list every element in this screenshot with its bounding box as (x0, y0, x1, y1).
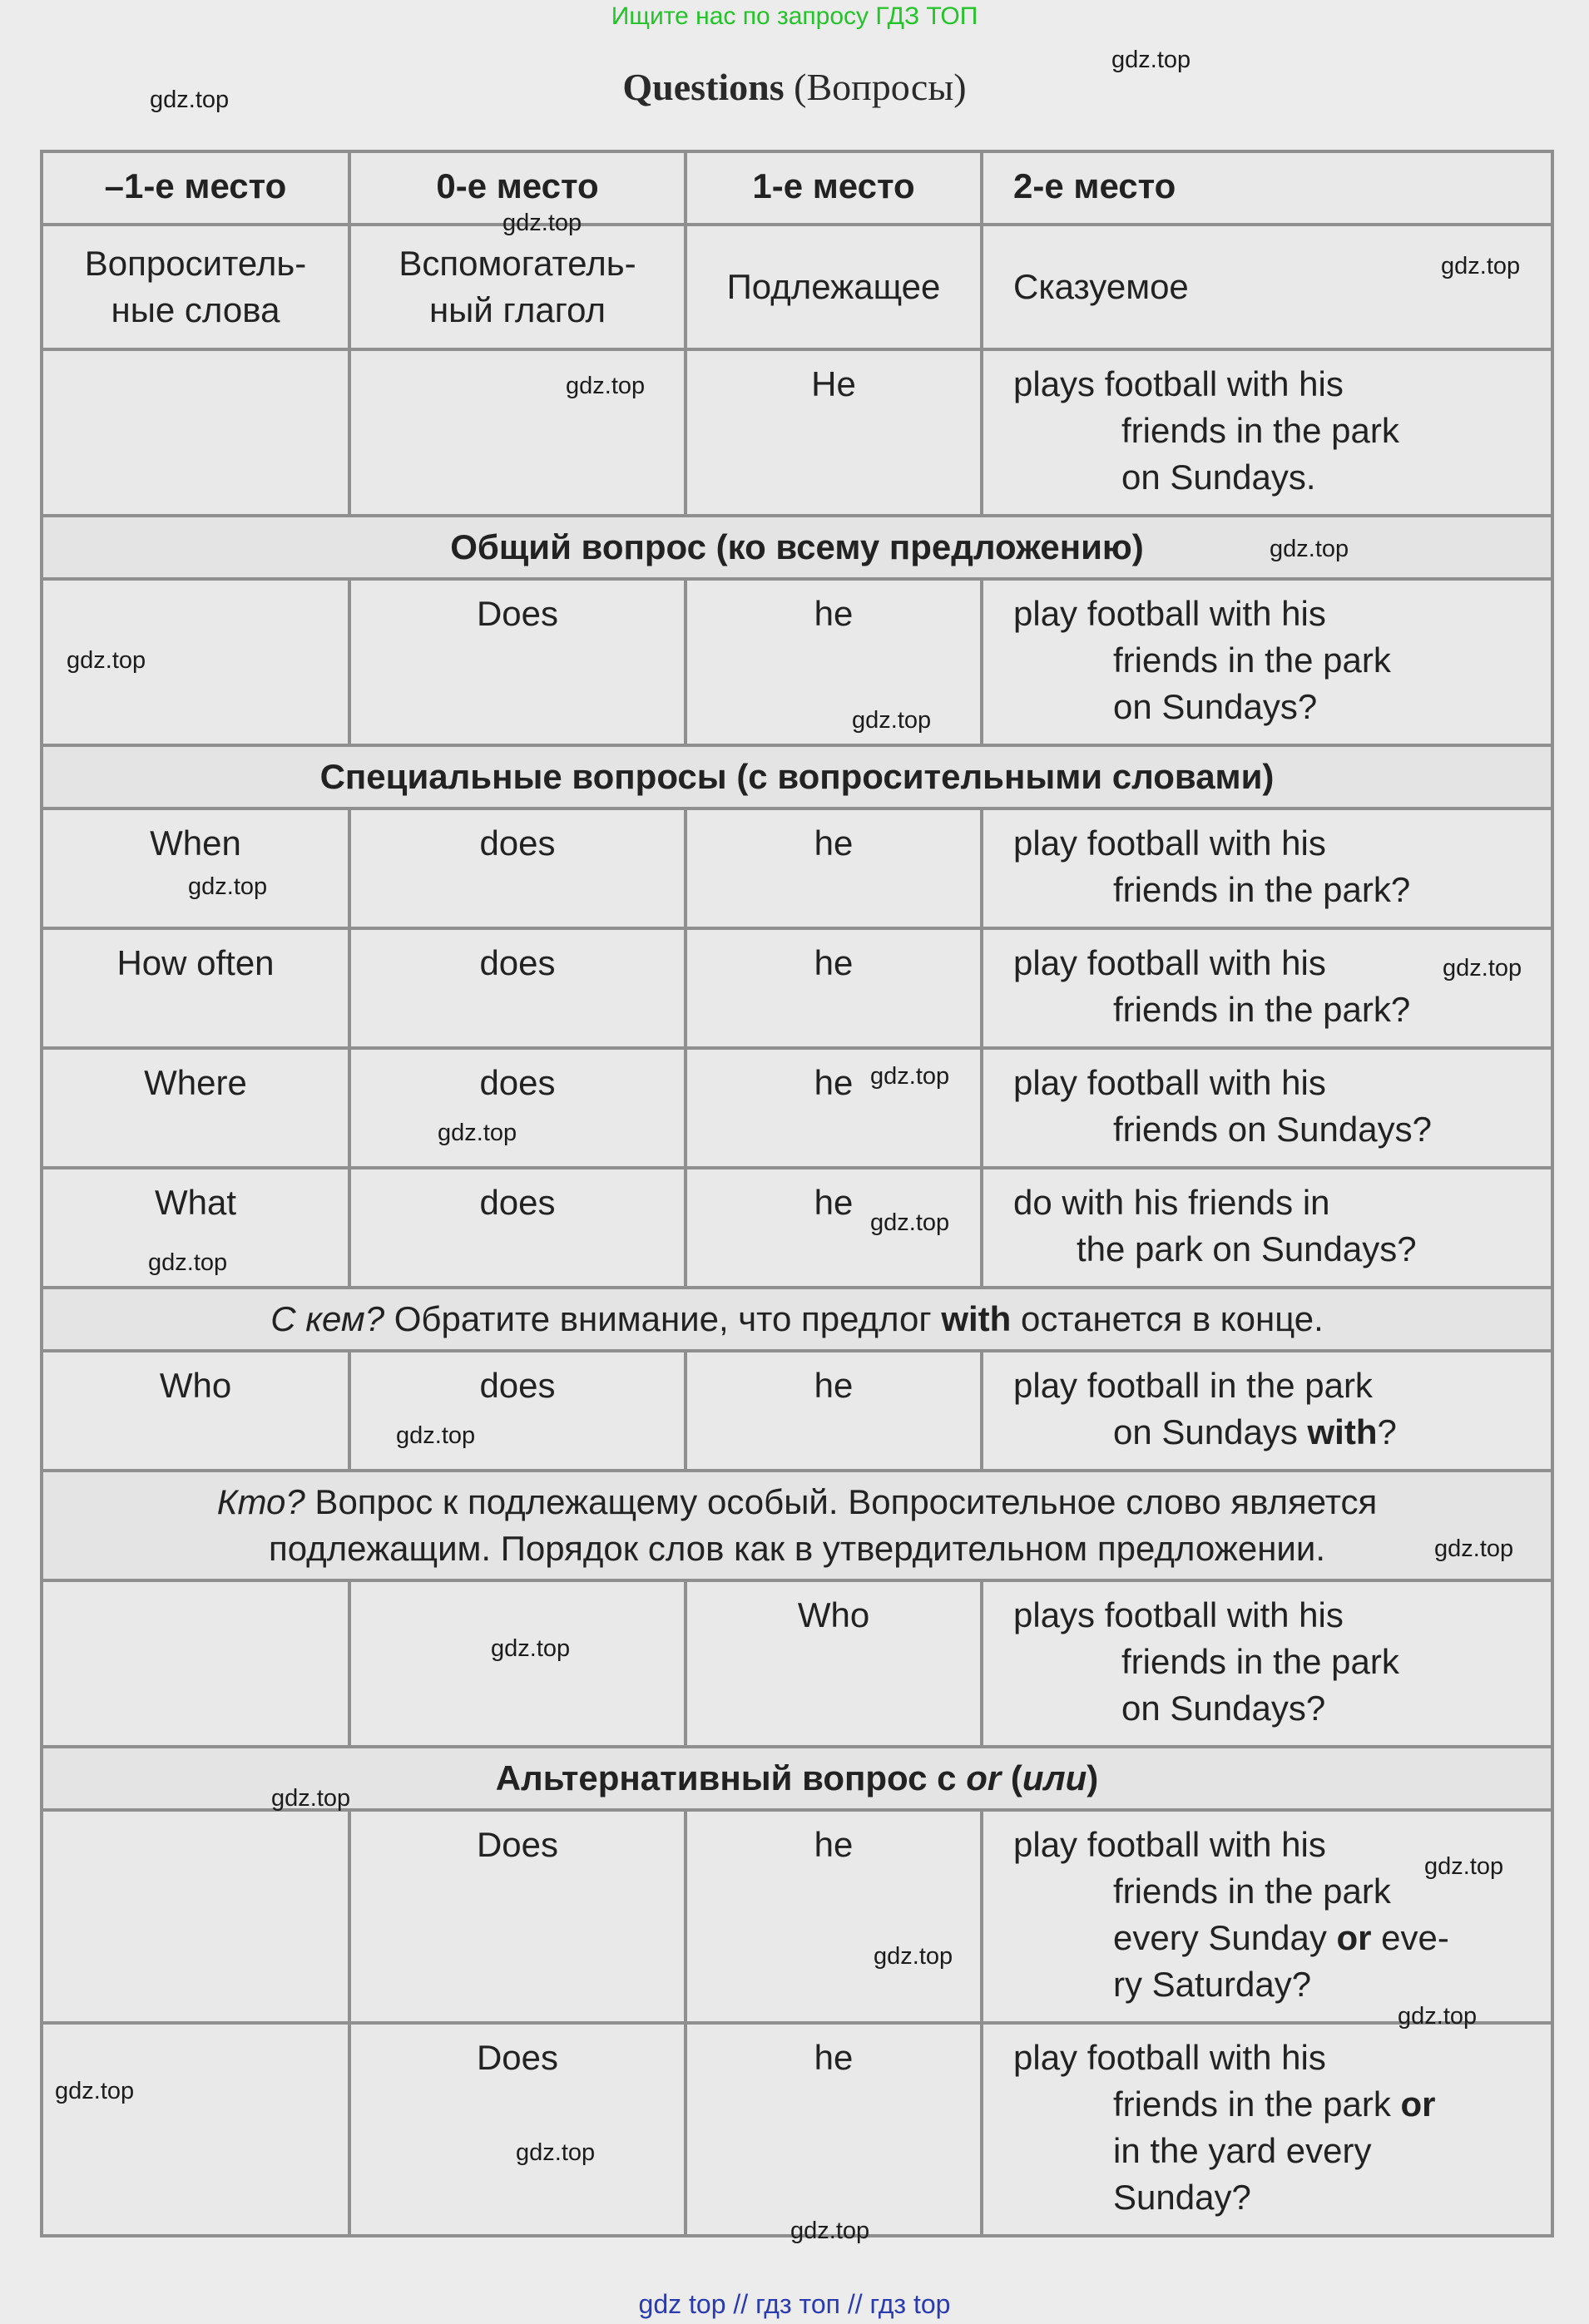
special-row (42, 928, 1552, 1048)
note-with: С кем? Обратите внимание, что предлог with останется в конце. (42, 1288, 1552, 1351)
cell-predicate: play football with his friends in the park? (982, 808, 1552, 928)
title-russian: (Вопросы) (794, 66, 967, 108)
watermark: gdz.top (1270, 536, 1349, 562)
watermark: gdz.top (67, 647, 146, 674)
page-title (0, 65, 1589, 109)
who-with-row (42, 1351, 1552, 1471)
cell-empty (349, 1580, 686, 1747)
cell-aux: does (349, 1168, 686, 1288)
role-question-words: Вопроситель- ные слова (42, 225, 349, 349)
watermark: gdz.top (1111, 47, 1191, 73)
note-subject: Кто? Вопрос к подлежащему особый. Вопросительное слово является подлежащим. Порядок слов как в утвердительном предложении. (42, 1471, 1552, 1580)
cell-predicate: play football with his friends on Sundays? (982, 1048, 1552, 1168)
cell-subject: Who (686, 1580, 982, 1747)
watermark: gdz.top (874, 1943, 953, 1970)
header-col4: 2-е место (982, 151, 1552, 225)
header-row (42, 151, 1552, 225)
header-col1: –1-е место (42, 151, 349, 225)
cell-subject: he (686, 1168, 982, 1288)
watermark: gdz.top (1443, 955, 1522, 982)
watermark: gdz.top (516, 2139, 596, 2166)
general-row (42, 579, 1552, 745)
title-english: Questions (622, 66, 785, 108)
cell-empty (42, 1580, 349, 1747)
cell-subject: He (686, 349, 982, 516)
watermark: gdz.top (790, 2218, 870, 2244)
cell-subject: he (686, 2023, 982, 2236)
cell-predicate: play football with his friends in the park or in the yard every Sunday? (982, 2023, 1552, 2236)
watermark: gdz.top (502, 210, 582, 236)
cell-wh: Where (42, 1048, 349, 1168)
cell-predicate: play football with his friends in the park? (982, 928, 1552, 1048)
alt-row (42, 1810, 1552, 2023)
watermark: gdz.top (271, 1785, 351, 1812)
watermark: gdz.top (148, 1249, 228, 1276)
role-auxiliary: Вспомогатель- ный глагол (349, 225, 686, 349)
watermark: gdz.top (55, 2078, 135, 2104)
cell-predicate: play football with his friends in the park every Sunday or eve- ry Saturday? (982, 1810, 1552, 2023)
statement-row (42, 349, 1552, 516)
cell-aux: Does (349, 2023, 686, 2236)
cell-aux: does (349, 808, 686, 928)
role-predicate: Сказуемое (982, 225, 1552, 349)
cell-aux: Does (349, 579, 686, 745)
cell-aux: does (349, 928, 686, 1048)
watermark: gdz.top (1441, 253, 1521, 279)
section-heading: Альтернативный вопрос с or (или) (42, 1747, 1552, 1810)
section-heading: Общий вопрос (ко всему предложению) (42, 516, 1552, 579)
watermark: gdz.top (491, 1635, 571, 1662)
alt-row (42, 2023, 1552, 2236)
questions-table (40, 150, 1554, 2237)
cell-subject: he (686, 808, 982, 928)
cell-empty (42, 2023, 349, 2236)
watermark: gdz.top (870, 1063, 950, 1090)
cell-empty (42, 349, 349, 516)
watermark: gdz.top (150, 87, 230, 113)
cell-wh: What (42, 1168, 349, 1288)
watermark: gdz.top (188, 873, 268, 900)
watermark: gdz.top (870, 1209, 950, 1236)
cell-subject: he (686, 1048, 982, 1168)
cell-aux: does (349, 1351, 686, 1471)
roles-row (42, 225, 1552, 349)
top-banner: Ищите нас по запросу ГДЗ ТОП (611, 2, 978, 30)
who-subject-row (42, 1580, 1552, 1747)
cell-predicate: plays football with his friends in the park on Sundays. (982, 349, 1552, 516)
cell-wh: When (42, 808, 349, 928)
cell-wh: Who (42, 1351, 349, 1471)
cell-wh: How often (42, 928, 349, 1048)
cell-subject: he (686, 1810, 982, 2023)
watermark: gdz.top (1424, 1853, 1504, 1880)
cell-predicate: play football with his friends in the park on Sundays? (982, 579, 1552, 745)
cell-aux: Does (349, 1810, 686, 2023)
special-row (42, 1048, 1552, 1168)
role-subject: Подлежащее (686, 225, 982, 349)
cell-subject: he (686, 928, 982, 1048)
with-note-row (42, 1288, 1552, 1351)
cell-predicate: play football in the park on Sundays with? (982, 1351, 1552, 1471)
cell-predicate: do with his friends in the park on Sundays? (982, 1168, 1552, 1288)
cell-empty (42, 1810, 349, 2023)
special-row (42, 1168, 1552, 1288)
header-col2: 0-е место (349, 151, 686, 225)
cell-subject: he (686, 579, 982, 745)
cell-subject: he (686, 1351, 982, 1471)
header-col3: 1-е место (686, 151, 982, 225)
special-row (42, 808, 1552, 928)
section-heading: Специальные вопросы (с вопросительными словами) (42, 745, 1552, 808)
watermark: gdz.top (1398, 2003, 1478, 2030)
special-heading-row (42, 745, 1552, 808)
watermark: gdz.top (566, 373, 646, 399)
watermark: gdz.top (438, 1120, 517, 1146)
bottom-banner: gdz top // гдз топ // гдз top (638, 2289, 951, 2319)
cell-predicate: plays football with his friends in the park on Sundays? (982, 1580, 1552, 1747)
alt-heading-row (42, 1747, 1552, 1810)
watermark: gdz.top (396, 1422, 476, 1449)
watermark: gdz.top (852, 707, 932, 734)
cell-aux: does (349, 1048, 686, 1168)
subject-note-row (42, 1471, 1552, 1580)
watermark: gdz.top (1434, 1535, 1514, 1562)
